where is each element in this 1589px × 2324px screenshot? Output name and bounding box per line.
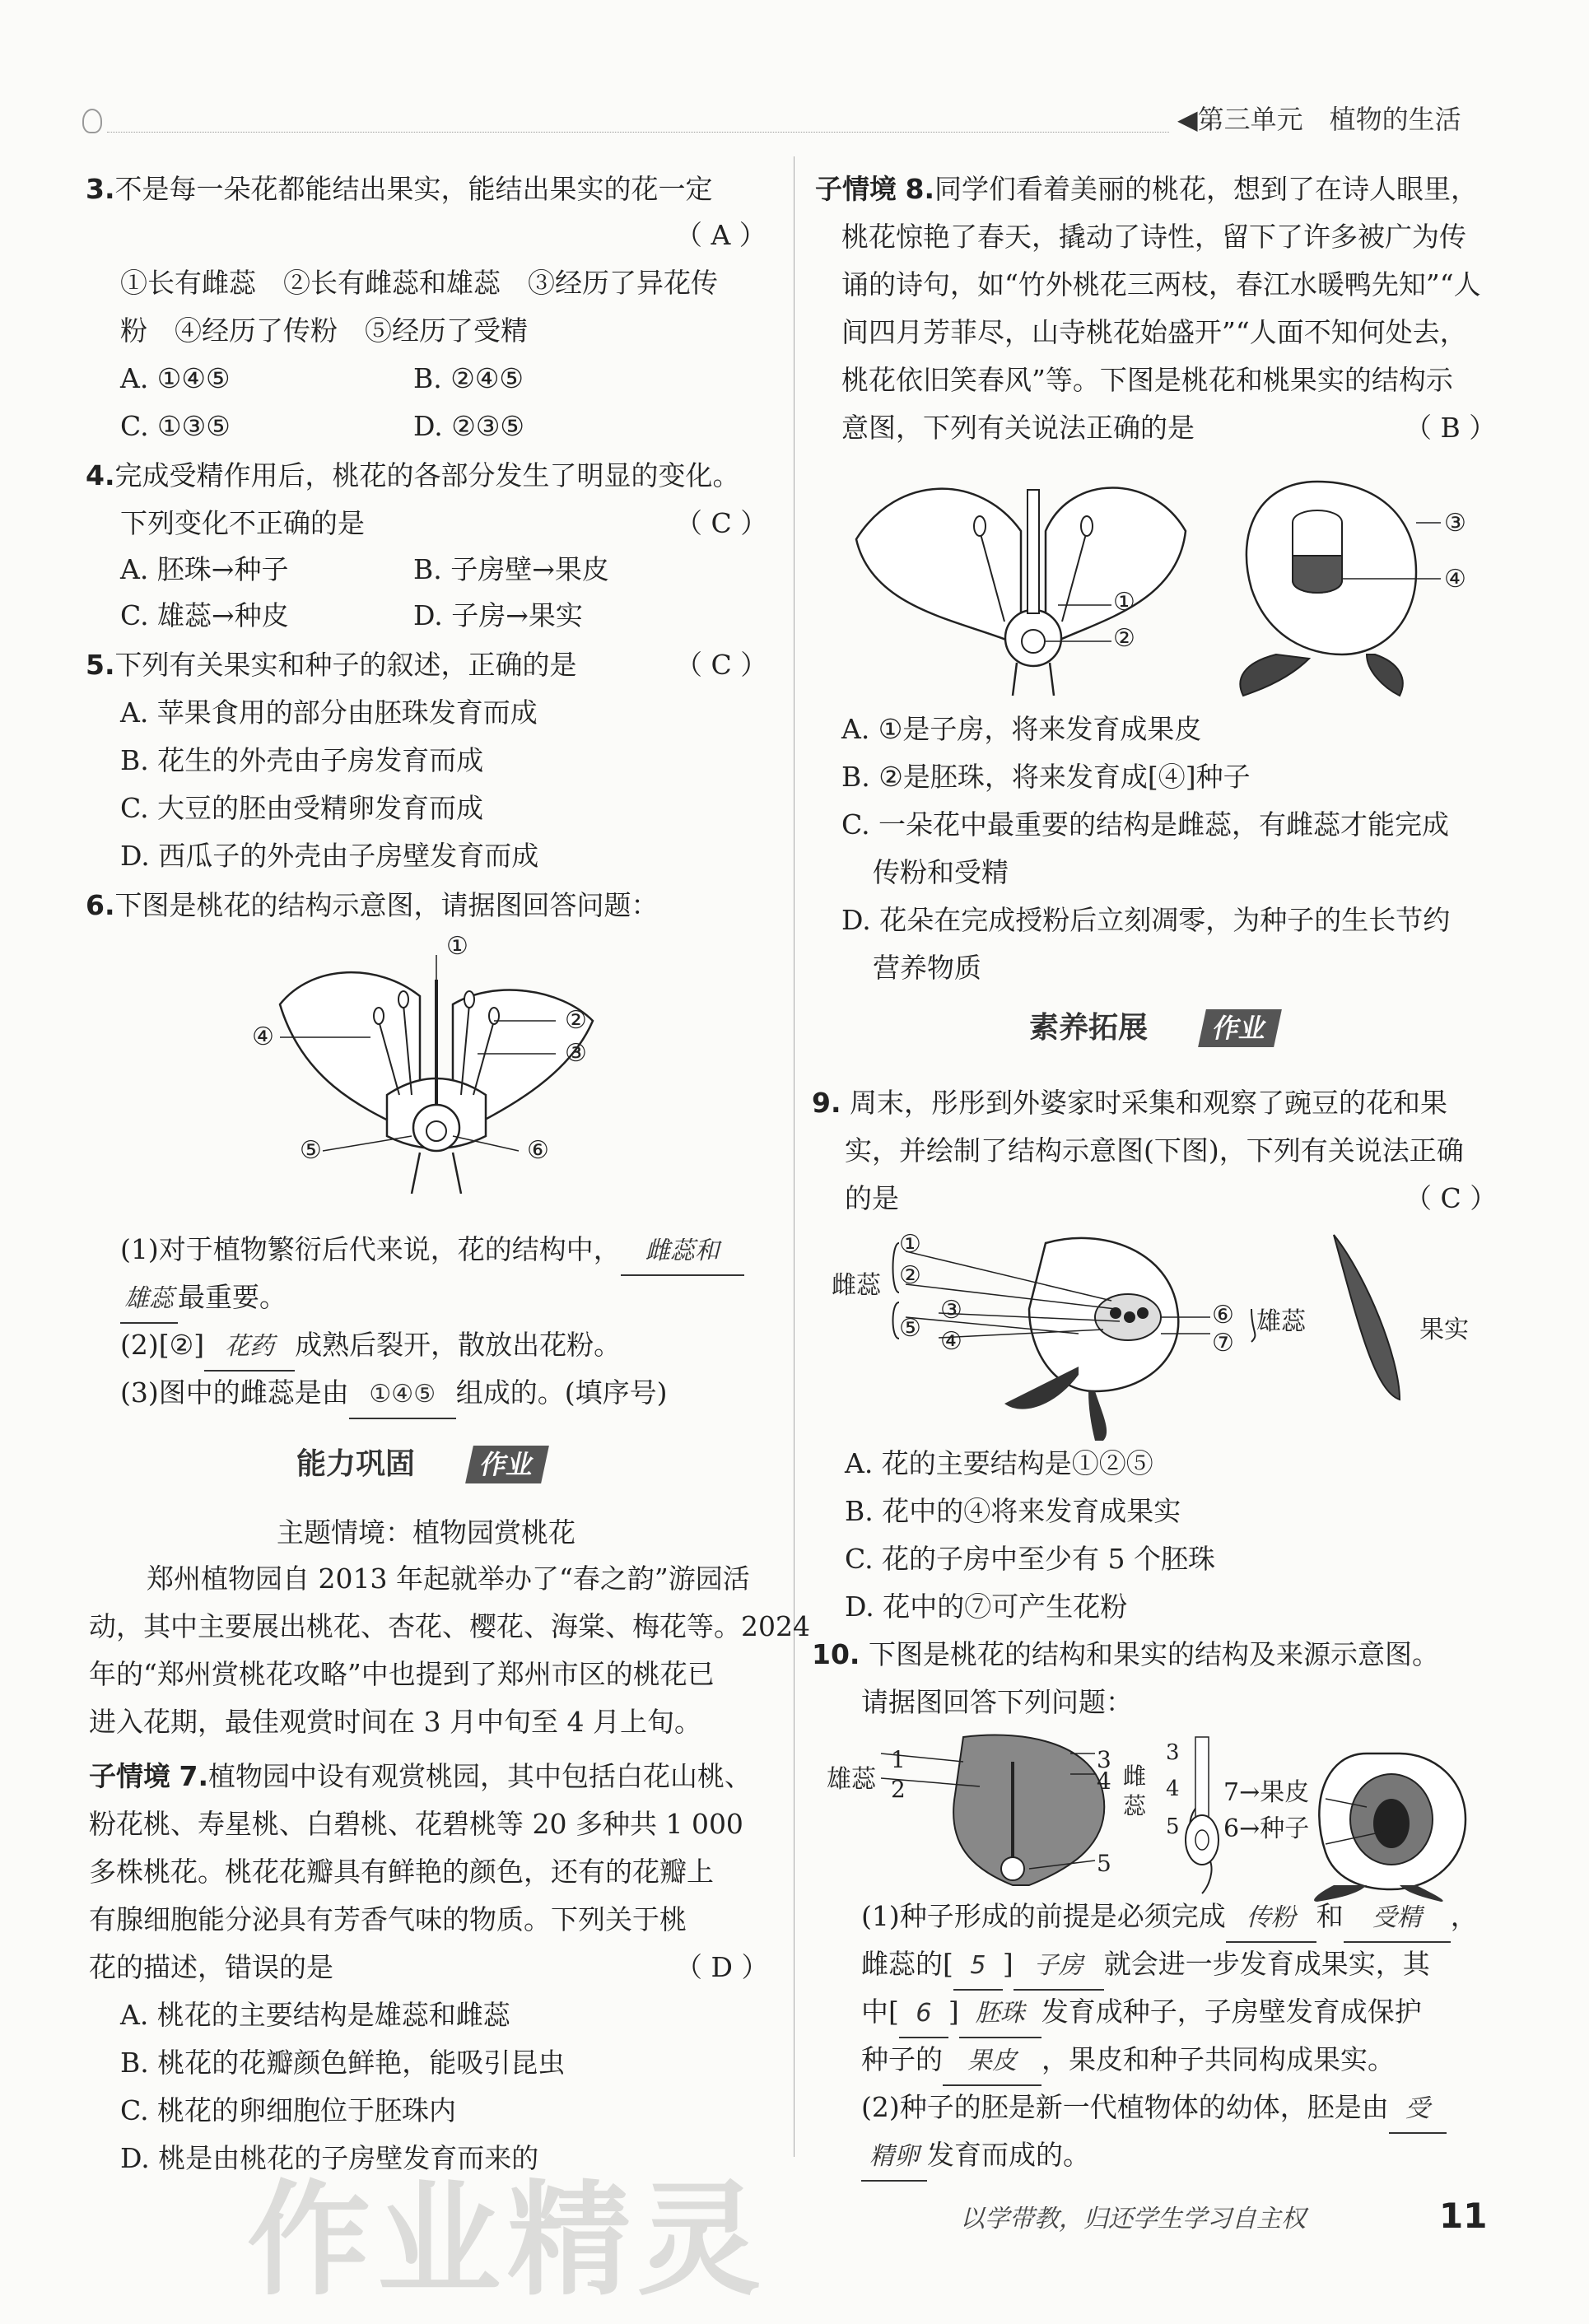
q10-part2-l2: 精卵 发育而成的。	[861, 2132, 1090, 2182]
q8-flower-fruit-diagram	[848, 457, 1490, 704]
q6-label-3: ③	[565, 1039, 587, 1068]
q9-label-6: ⑥	[1212, 1301, 1234, 1330]
q4-option-c: C. 雄蕊→种皮	[120, 599, 289, 631]
q7-option-c: C. 桃花的卵细胞位于胚珠内	[120, 2094, 457, 2126]
q10-label-3b: 3	[1166, 1740, 1180, 1765]
q9-stamen-label: 雄蕊	[1256, 1307, 1306, 1336]
section-ability-banner	[296, 1442, 568, 1487]
q9-label-4: ④	[940, 1327, 962, 1356]
q9-option-d: D. 花中的⑦可产生花粉	[845, 1590, 1128, 1623]
q10-line-1: 10. 下图是桃花的结构和果实的结构及来源示意图。	[812, 1638, 1439, 1670]
q9-line-2: 实，并绘制了结构示意图(下图)，下列有关说法正确	[845, 1134, 1464, 1167]
q6-part1: (1)对于植物繁衍后代来说，花的结构中， 雌蕊和	[120, 1227, 744, 1276]
q3-stem: 3.不是每一朵花都能结出果实，能结出果实的花一定	[86, 173, 713, 205]
q9-line-3: 的是	[845, 1182, 899, 1214]
q10-fill-i: 精卵	[861, 2134, 927, 2182]
q3-option-c: C. ①③⑤	[120, 410, 231, 442]
q8-answer: （ B ）	[1405, 412, 1497, 444]
q4-stem: 4.完成受精作用后，桃花的各部分发生了明显的变化。	[86, 459, 740, 491]
q4-option-a: A. 胚珠→种子	[120, 553, 289, 585]
theme-line-4: 进入花期，最佳观赏时间在 3 月中旬至 4 月上旬。	[89, 1706, 701, 1738]
q7-line-1: 子情境 7.植物园中设有观赏桃园，其中包括白花山桃、	[89, 1760, 752, 1792]
q9-line-1: 9. 周末，彤彤到外婆家时采集和观察了豌豆的花和果	[812, 1087, 1447, 1119]
q9-pea-flower-diagram	[832, 1227, 1490, 1441]
section-ability-title: 能力巩固	[296, 1447, 416, 1481]
q5-option-a: A. 苹果食用的部分由胚珠发育而成	[120, 696, 538, 729]
page-number: 11	[1439, 2196, 1488, 2236]
q10-label-5b: 5	[1166, 1814, 1180, 1839]
q8-line-4: 间四月芳菲尽，山寺桃花始盛开”“人面不知何处去，	[841, 316, 1467, 348]
q10-label-4b: 4	[1166, 1777, 1180, 1801]
q6-stem: 6.下图是桃花的结构示意图，请据图回答问题：	[86, 889, 659, 921]
q6-fill3: 花药	[204, 1324, 295, 1372]
q8-line-3: 诵的诗句，如“竹外桃花三两枝，春江水暖鸭先知”“人	[841, 268, 1481, 300]
q10-fill-b: 受精	[1344, 1895, 1451, 1943]
q8-line-6: 意图，下列有关说法正确的是	[841, 412, 1195, 444]
q3-option-b: B. ②④⑤	[413, 362, 524, 394]
q9-label-2: ②	[899, 1261, 921, 1290]
q5-option-b: B. 花生的外壳由子房发育而成	[120, 744, 484, 776]
q8-line-2: 桃花惊艳了春天，撬动了诗性，留下了许多被广为传	[841, 221, 1466, 253]
q9-option-a: A. 花的主要结构是①②⑤	[845, 1447, 1153, 1479]
q6-fill4: ①④⑤	[349, 1372, 456, 1419]
q10-fill-a: 传粉	[1226, 1895, 1316, 1943]
q10-fill-h: 受	[1389, 2086, 1447, 2134]
q7-line-2: 粉花桃、寿星桃、白碧桃、花碧桃等 20 多种共 1 000	[89, 1808, 743, 1840]
q10-part1: (1)种子形成的前提是必须完成 传粉 和 受精 ，	[861, 1893, 1478, 1943]
section-literacy-banner	[1029, 1006, 1301, 1050]
q10-label-1: 1	[891, 1746, 906, 1773]
q10-part1-l2: 雌蕊的[ 5 ] 子房 就会进一步发育成果实，其	[861, 1941, 1430, 1991]
q8-label-2: ②	[1113, 624, 1135, 653]
q10-part1-l4: 种子的 果皮 ，果皮和种子共同构成果实。	[861, 2037, 1395, 2086]
q10-fill-d: 子房	[1014, 1943, 1104, 1991]
q4-option-b: B. 子房壁→果皮	[413, 553, 609, 585]
q9-answer: （ C ）	[1405, 1182, 1498, 1214]
q6-label-2: ②	[565, 1006, 587, 1035]
theme-line-2: 动，其中主要展出桃花、杏花、樱花、海棠、梅花等。2024	[89, 1610, 810, 1642]
q7-line-5: 花的描述，错误的是	[89, 1951, 333, 1983]
q4-option-d: D. 子房→果实	[413, 599, 583, 631]
section-literacy-tag: 作业	[1198, 1009, 1282, 1047]
q9-fruit-label: 果实	[1419, 1316, 1469, 1344]
q6-part2: (2)[②] 花药 成熟后裂开，散放出花粉。	[120, 1322, 621, 1372]
q8-option-b: B. ②是胚珠，将来发育成[④]种子	[841, 761, 1251, 793]
q9-label-7: ⑦	[1212, 1329, 1234, 1358]
q6-label-5: ⑤	[300, 1136, 322, 1165]
q10-fill-g: 果皮	[943, 2038, 1041, 2086]
header-topic: 植物的生活	[1329, 104, 1461, 135]
q6-label-1: ①	[446, 932, 468, 961]
q6-label-4: ④	[252, 1022, 274, 1051]
q9-option-c: C. 花的子房中至少有 5 个胚珠	[845, 1543, 1216, 1575]
q7-line-3: 多株桃花。桃花花瓣具有鲜艳的颜色，还有的花瓣上	[89, 1856, 714, 1888]
q9-label-5: ⑤	[899, 1314, 921, 1343]
q10-peel-label: 7→果皮	[1223, 1778, 1310, 1807]
q9-label-1: ①	[899, 1230, 921, 1259]
q10-label-5: 5	[1097, 1850, 1111, 1877]
theme-line-1: 郑州植物园自 2013 年起就举办了“春之韵”游园活	[147, 1563, 750, 1595]
theme-line-3: 年的“郑州赏桃花攻略”中也提到了郑州市区的桃花已	[89, 1658, 715, 1690]
q8-option-d2: 营养物质	[873, 952, 981, 984]
q7-line-4: 有腺细胞能分泌具有芳香气味的物质。下列关于桃	[89, 1903, 687, 1935]
watermark-logo: 作业精灵	[247, 2169, 768, 2312]
q3-option-a: A. ①④⑤	[120, 362, 231, 394]
q10-fill-c: 5	[953, 1943, 1003, 1991]
q10-label-3: 3	[1097, 1746, 1111, 1773]
q10-label-4: 4	[1097, 1767, 1111, 1795]
q5-option-c: C. 大豆的胚由受精卵发育而成	[120, 792, 484, 824]
q10-line-2: 请据图回答下列问题：	[861, 1686, 1133, 1718]
q8-option-d1: D. 花朵在完成授粉后立刻凋零，为种子的生长节约	[841, 904, 1451, 936]
q3-option-d: D. ②③⑤	[413, 410, 525, 442]
header-title	[1177, 99, 1461, 140]
q10-label-2: 2	[891, 1776, 906, 1803]
q7-option-b: B. 桃花的花瓣颜色鲜艳，能吸引昆虫	[120, 2047, 566, 2079]
q6-fill2: 雄蕊	[120, 1276, 178, 1324]
q8-option-c1: C. 一朵花中最重要的结构是雌蕊，有雌蕊才能完成	[841, 808, 1450, 841]
header-arrow-icon: ◀	[1177, 104, 1198, 135]
q9-label-3: ③	[940, 1296, 962, 1325]
q3-options-line1: ①长有雌蕊 ②长有雌蕊和雄蕊 ③经历了异花传	[120, 267, 718, 299]
q5-option-d: D. 西瓜子的外壳由子房壁发育而成	[120, 840, 539, 872]
q3-answer: （ A ）	[675, 219, 767, 251]
q6-label-6: ⑥	[527, 1136, 549, 1165]
q8-line-1: 子情境 8.同学们看着美丽的桃花，想到了在诗人眼里，	[815, 173, 1478, 205]
q8-label-4: ④	[1444, 565, 1466, 594]
section-ability-tag: 作业	[465, 1446, 549, 1483]
q10-stamen-label: 雄蕊	[827, 1765, 876, 1794]
q10-part2: (2)种子的胚是新一代植物体的幼体，胚是由 受	[861, 2084, 1447, 2134]
q10-flower-fruit-source-diagram	[823, 1729, 1490, 1902]
q5-answer: （ C ）	[675, 649, 768, 681]
q9-option-b: B. 花中的④将来发育成果实	[845, 1495, 1181, 1527]
q10-fill-e: 6	[899, 1991, 948, 2038]
q10-seed-label: 6→种子	[1223, 1814, 1310, 1843]
q8-label-3: ③	[1444, 509, 1466, 538]
q8-option-c2: 传粉和受精	[873, 856, 1009, 888]
q5-stem: 5.下列有关果实和种子的叙述，正确的是	[86, 649, 577, 681]
q6-part3: (3)图中的雌蕊是由 ①④⑤ 组成的。(填序号)	[120, 1370, 668, 1419]
q3-options-line2: 粉 ④经历了传粉 ⑤经历了受精	[120, 314, 528, 347]
q9-pistil-label: 雌蕊	[832, 1271, 881, 1300]
q7-answer: （ D ）	[675, 1951, 769, 1983]
header-bulb-icon	[82, 109, 102, 133]
q6-part1-cont: 雄蕊 最重要。	[120, 1274, 287, 1324]
q4-answer: （ C ）	[675, 507, 768, 539]
q10-part1-l3: 中[ 6 ] 胚珠 发育成种子，子房壁发育成保护	[861, 1989, 1422, 2038]
q7-option-d: D. 桃是由桃花的子房壁发育而来的	[120, 2142, 539, 2174]
header-unit: 第三单元	[1197, 104, 1303, 135]
footer-slogan: 以学带教，归还学生学习自主权	[960, 2205, 1306, 2233]
q6-fill1: 雌蕊和	[621, 1228, 744, 1276]
q8-line-5: 桃花依旧笑春风”等。下图是桃花和桃果实的结构示	[841, 364, 1453, 396]
q8-option-a: A. ①是子房，将来发育成果皮	[841, 713, 1202, 745]
theme-title: 主题情境：植物园赏桃花	[277, 1516, 575, 1549]
header-rule	[107, 132, 1169, 133]
q10-fill-f: 胚珠	[959, 1991, 1041, 2038]
section-literacy-title: 素养拓展	[1029, 1011, 1149, 1045]
q10-pistil-label: 雌蕊	[1123, 1763, 1147, 1819]
q4-stem2: 下列变化不正确的是	[120, 507, 365, 539]
q8-label-1: ①	[1113, 588, 1135, 617]
q7-option-a: A. 桃花的主要结构是雄蕊和雌蕊	[120, 1999, 510, 2031]
